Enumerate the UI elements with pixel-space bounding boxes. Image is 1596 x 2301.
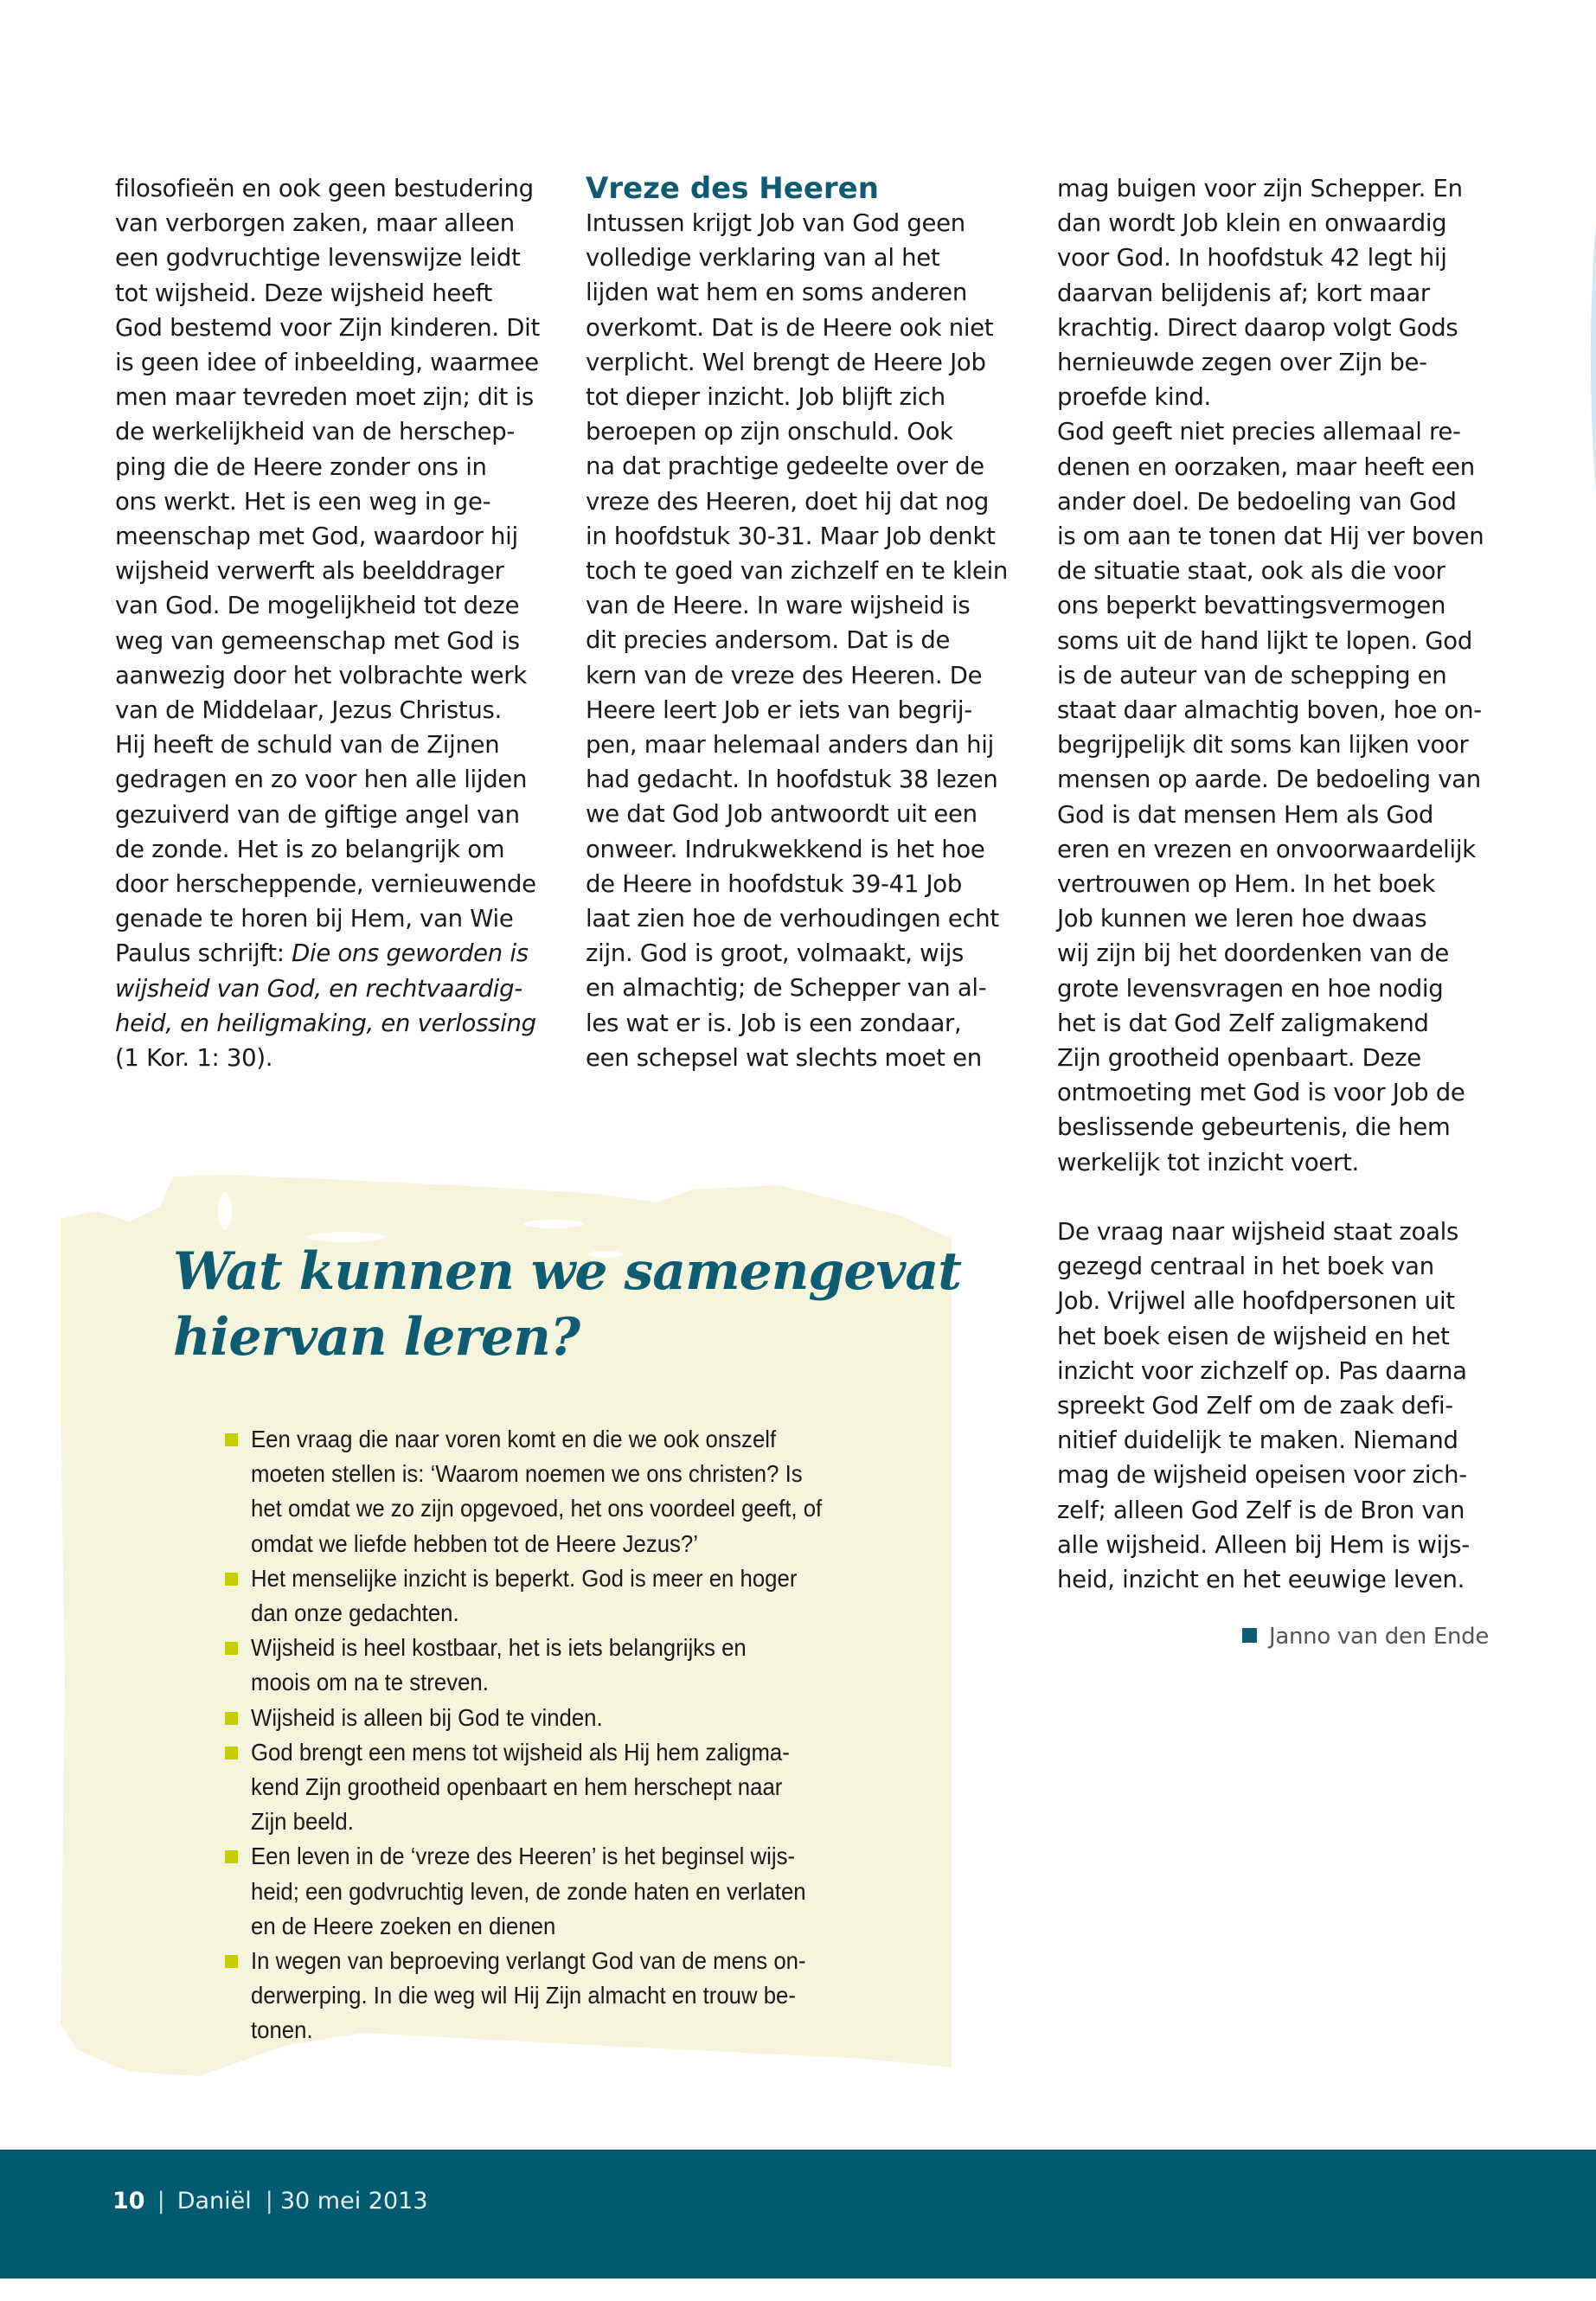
summary-list-item: [225, 1944, 934, 2048]
text-line: aanwezig door het volbrachte werk: [115, 661, 527, 689]
summary-list-item: [225, 1735, 934, 1840]
text-line: wij zijn bij het doordenken van de: [1057, 939, 1449, 968]
item-line: Het menselijke inzicht is beperkt. God is meer en hoger: [251, 1564, 798, 1592]
text-line: les wat er is. Job is een zondaar,: [586, 1009, 962, 1037]
text-line: we dat God Job antwoordt uit een: [586, 800, 977, 829]
item-line: God brengt een mens tot wijsheid als Hij hem zaligma-: [251, 1738, 790, 1766]
text-line: de werkelijkheid van de herschep-: [115, 418, 516, 446]
text-line: pen, maar helemaal anders dan hij: [586, 731, 994, 760]
summary-list-item: [225, 1561, 934, 1631]
column1-paragraph: [115, 171, 565, 1075]
decorative-edge-shape: [1587, 225, 1596, 493]
text-line: van verborgen zaken, maar alleen: [115, 209, 515, 238]
article-column-3: [1057, 171, 1507, 1654]
text-line: begrijpelijk dit soms kan lijken voor: [1057, 731, 1469, 760]
text-line: God bestemd voor Zijn kinderen. Dit: [115, 313, 540, 342]
text-line: ander doel. De bedoeling van God: [1057, 487, 1457, 516]
bible-reference: (1 Kor. 1: 30).: [115, 1044, 273, 1073]
item-line: moois om na te streven.: [251, 1669, 489, 1696]
item-line: tonen.: [251, 2016, 313, 2044]
column3-paragraph-2: [1057, 414, 1507, 1179]
item-line: Zijn beeld.: [251, 1808, 354, 1836]
text-line: in hoofdstuk 30-31. Maar Job denkt: [586, 522, 996, 550]
text-line: heid, inzicht en het eeuwige leven.: [1057, 1565, 1465, 1593]
title-line: hiervan leren?: [173, 1307, 580, 1368]
text-line: werkelijk tot inzicht voert.: [1057, 1148, 1359, 1176]
text-line: inzicht voor zichzelf op. Pas daarna: [1057, 1356, 1467, 1385]
column3-paragraph-1: [1057, 171, 1507, 414]
text-line: tot dieper inzicht. Job blijft zich: [586, 383, 945, 412]
text-line: mensen op aarde. De bedoeling van: [1057, 766, 1481, 794]
article-column-2: [586, 171, 1035, 1075]
item-line: Een vraag die naar voren komt en die we ook onszelf: [251, 1426, 777, 1452]
text-line: gezegd centraal in het boek van: [1057, 1253, 1434, 1281]
text-line: is geen idee of inbeelding, waarmee: [115, 349, 539, 377]
text-line: ontmoeting met God is voor Job de: [1057, 1079, 1465, 1107]
text-line: zijn. God is groot, volmaakt, wijs: [586, 939, 965, 968]
text-line: het is dat God Zelf zaligmakend: [1057, 1009, 1429, 1037]
text-line: Job kunnen we leren hoe dwaas: [1057, 905, 1427, 933]
summary-box-title: [173, 1239, 962, 1370]
item-line: omdat we liefde hebben tot de Heere Jezus?’: [251, 1529, 698, 1557]
bible-quote-line: wijsheid van God, en rechtvaardig-: [115, 974, 522, 1003]
paragraph-gap: [1057, 1180, 1507, 1215]
square-bullet-icon: [225, 1573, 238, 1586]
section-heading: Vreze des Heeren: [586, 171, 879, 206]
text-line: men maar tevreden moet zijn; dit is: [115, 383, 534, 412]
summary-list-item: [225, 1839, 934, 1944]
text-line: kern van de vreze des Heeren. De: [586, 661, 983, 689]
summary-box: [173, 1239, 962, 2044]
page-number: 10: [112, 2188, 145, 2214]
text-line: is de auteur van de schepping en: [1057, 661, 1447, 689]
text-line: de situatie staat, ook als die voor: [1057, 557, 1445, 586]
text-line: overkomt. Dat is de Heere ook niet: [586, 313, 994, 342]
square-bullet-icon: [225, 1642, 238, 1655]
square-bullet-icon: [225, 1747, 238, 1759]
text-line: gezuiverd van de giftige angel van: [115, 800, 520, 829]
separator: |: [265, 2188, 273, 2214]
square-bullet-icon: [225, 1955, 238, 1968]
text-line: van God. De mogelijkheid tot deze: [115, 592, 520, 620]
article-column-1: [115, 171, 565, 1075]
text-line: grote levensvragen en hoe nodig: [1057, 974, 1444, 1003]
text-line: mag de wijsheid opeisen voor zich-: [1057, 1461, 1467, 1490]
text-line: laat zien hoe de verhoudingen echt: [586, 905, 999, 933]
text-line: het boek eisen de wijsheid en het: [1057, 1322, 1450, 1350]
text-line: mag buigen voor zijn Schepper. En: [1057, 175, 1463, 202]
text-line: krachtig. Direct daarop volgt Gods: [1057, 313, 1458, 342]
text-line: alle wijsheid. Alleen bij Hem is wijs-: [1057, 1530, 1470, 1559]
issue-date: 30 mei 2013: [279, 2188, 428, 2214]
text-line: lijden wat hem en soms anderen: [586, 279, 968, 307]
text-line: weg van gemeenschap met God is: [115, 626, 520, 655]
text-line: voor God. In hoofdstuk 42 legt hij: [1057, 244, 1447, 272]
text-line: Heere leert Job er iets van begrij-: [586, 695, 972, 724]
summary-list: [225, 1422, 934, 2048]
square-bullet-icon: [1242, 1628, 1257, 1643]
footer-text: [112, 2188, 428, 2214]
text-line: denen en oorzaken, maar heeft een: [1057, 452, 1475, 481]
text-line: van de Middelaar, Jezus Christus.: [115, 696, 502, 725]
item-line: dan onze gedachten.: [251, 1599, 459, 1627]
text-line: daarvan belijdenis af; kort maar: [1057, 279, 1430, 307]
item-line: moeten stellen is: ‘Waarom noemen we ons christen? Is: [251, 1460, 803, 1488]
separator: |: [157, 2188, 165, 2214]
column3-paragraph-3: [1057, 1215, 1507, 1597]
text-line: onweer. Indrukwekkend is het hoe: [586, 835, 985, 863]
bible-quote: Die ons geworden is: [292, 939, 529, 968]
text-line: De vraag naar wijsheid staat zoals: [1057, 1217, 1459, 1246]
item-line: het omdat we zo zijn opgevoed, het ons voordeel geeft, of: [251, 1495, 823, 1522]
text-line: wijsheid verwerft als beelddrager: [115, 557, 504, 586]
publication-name: Daniël: [176, 2188, 252, 2214]
item-line: kend Zijn grootheid openbaart en hem herschept naar: [251, 1773, 783, 1801]
text-line: proefde kind.: [1057, 383, 1211, 412]
author-byline: [1057, 1619, 1507, 1654]
text-line: ons werkt. Het is een weg in ge-: [115, 487, 491, 516]
text-line: dan wordt Job klein en onwaardig: [1057, 209, 1447, 238]
author-name: Janno van den Ende: [1269, 1624, 1490, 1650]
text-line: de Heere in hoofdstuk 39-41 Job: [586, 869, 962, 898]
text-line: [115, 936, 565, 971]
text-line: gedragen en zo voor hen alle lijden: [115, 766, 528, 794]
quote-intro: Paulus schrijft:: [115, 939, 292, 968]
text-line: eren en vrezen en onvoorwaardelijk: [1057, 835, 1476, 863]
text-line: toch te goed van zichzelf en te klein: [586, 557, 1009, 586]
text-line: Job. Vrijwel alle hoofdpersonen uit: [1057, 1287, 1455, 1316]
text-line: is om aan te tonen dat Hij ver boven: [1057, 522, 1484, 551]
text-line: hernieuwde zegen over Zijn be-: [1057, 349, 1427, 377]
text-line: Hij heeft de schuld van de Zijnen: [115, 731, 500, 760]
text-line: staat daar almachtig boven, hoe on-: [1057, 696, 1482, 725]
text-line: na dat prachtige gedeelte over de: [586, 452, 984, 481]
text-line: Zijn grootheid openbaart. Deze: [1057, 1044, 1421, 1073]
text-line: een schepsel wat slechts moet en: [586, 1043, 982, 1072]
item-line: derwerping. In die weg wil Hij Zijn almacht en trouw be-: [251, 1982, 796, 2009]
text-line: soms uit de hand lijkt te lopen. God: [1057, 626, 1472, 655]
item-line: heid; een godvruchtig leven, de zonde haten en verlaten: [251, 1877, 806, 1905]
text-line: vreze des Heeren, doet hij dat nog: [586, 487, 990, 516]
text-line: nitief duidelijk te maken. Niemand: [1057, 1426, 1458, 1455]
text-line: en almachtig; de Schepper van al-: [586, 974, 987, 1003]
text-line: de zonde. Het is zo belangrijk om: [115, 835, 505, 863]
text-line: meenschap met God, waardoor hij: [115, 522, 518, 551]
square-bullet-icon: [225, 1712, 238, 1725]
text-line: God geeft niet precies allemaal re-: [1057, 418, 1461, 446]
summary-list-item: [225, 1631, 934, 1700]
text-line: een godvruchtige levenswijze leidt: [115, 244, 521, 272]
square-bullet-icon: [225, 1850, 238, 1863]
summary-list-item: [225, 1701, 934, 1735]
text-line: verplicht. Wel brengt de Heere Job: [586, 348, 986, 376]
text-line: genade te horen bij Hem, van Wie: [115, 905, 514, 933]
text-line: beroepen op zijn onschuld. Ook: [586, 418, 953, 446]
item-line: Een leven in de ‘vreze des Heeren’ is het beginsel wijs-: [251, 1843, 796, 1870]
text-line: God is dat mensen Hem als God: [1057, 800, 1434, 829]
bible-quote-line: heid, en heiligmaking, en verlossing: [115, 1009, 536, 1037]
text-line: spreekt God Zelf om de zaak defi-: [1057, 1391, 1453, 1420]
text-line: filosofieën en ook geen bestudering: [115, 175, 534, 202]
text-line: zelf; alleen God Zelf is de Bron van: [1057, 1496, 1465, 1524]
item-line: Wijsheid is alleen bij God te vinden.: [251, 1703, 603, 1731]
square-bullet-icon: [225, 1433, 238, 1446]
item-line: Wijsheid is heel kostbaar, het is iets belangrijks en: [251, 1634, 747, 1662]
text-line: ping die de Heere zonder ons in: [115, 452, 487, 481]
text-line: Intussen krijgt Job van God geen: [586, 209, 965, 237]
item-line: en de Heere zoeken en dienen: [251, 1912, 556, 1939]
text-line: ons beperkt bevattingsvermogen: [1057, 592, 1446, 620]
text-line: tot wijsheid. Deze wijsheid heeft: [115, 279, 492, 307]
column2-paragraph: [586, 206, 1035, 1075]
page-footer: [0, 2150, 1596, 2279]
text-line: had gedacht. In hoofdstuk 38 lezen: [586, 766, 998, 794]
item-line: In wegen van beproeving verlangt God van de mens on-: [251, 1947, 806, 1975]
text-line: dit precies andersom. Dat is de: [586, 626, 951, 655]
text-line: van de Heere. In ware wijsheid is: [586, 592, 971, 620]
title-line: Wat kunnen we samengevat: [173, 1241, 962, 1302]
text-line: volledige verklaring van al het: [586, 244, 940, 272]
summary-list-item: [225, 1422, 934, 1561]
text-line: beslissende gebeurtenis, die hem: [1057, 1113, 1451, 1142]
text-line: vertrouwen op Hem. In het boek: [1057, 870, 1435, 899]
text-line: door herscheppende, vernieuwende: [115, 870, 536, 899]
